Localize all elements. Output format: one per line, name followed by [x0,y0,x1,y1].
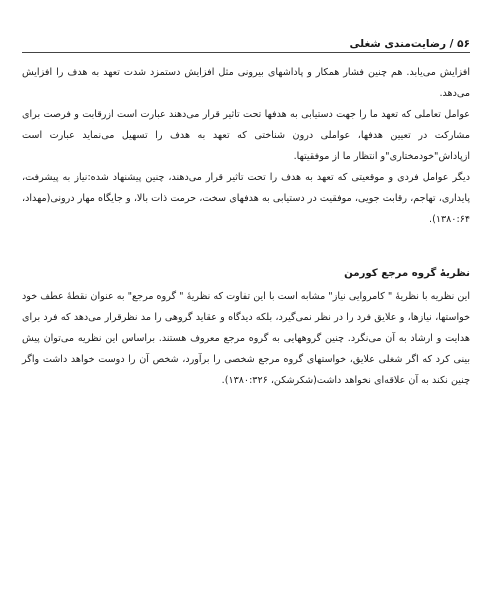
page-content [22,62,470,391]
paragraph-3: دیگر عوامل فردی و موقعیتی که تعهد به هدف را تحت تاثیر قرار می‌دهند، چنین پیشنهاد شده:نیاز به پیشرفت، پایداری، تهاجم، رقابت جویی، موفقیت در دستیابی به هدفهای سخت، حرمت ذات بالا، و جایگاه مهار درونی(مهداد، ۱۳۸۰:۶۴). [22,172,470,225]
section-body: این نظریه با نظریهٔ " کامروایی نیاز" مشابه است با این تفاوت که نظریهٔ " گروه مرجع" به عنوان نقطهٔ عطف خود خواستها، نیازها، و علایق فرد را در نظر نمی‌گیرد، بلکه دیدگاه و عقاید گروهی را مد نظرقرار می‌دهد که فرد برای هدایت و ارشاد به آن می‌نگرد. چنین گروههایی به گروه مرجع معروف هستند. براساس این نظریه می‌توان پیش بینی کرد که اگر شغلی علایق، خواستهای گروه مرجع شخصی را برآورد، شخص آن را دوست خواهد داشت واگر چنین نکند به آن علاقه‌ای نخواهد داشت(شکرشکن، ۱۳۸۰:۳۲۶). [22,291,470,386]
paragraph-1: افزایش می‌یابد. هم چنین فشار همکار و پاداشهای بیرونی مثل افزایش دستمزد شدت تعهد به هدف را افزایش می‌دهد. [22,67,470,99]
paragraph-2: عوامل تعاملی که تعهد ما را جهت دستیابی به هدفها تحت تاثیر قرار می‌دهند عبارت است ازرقابت و فرصت برای مشارکت در تعیین هدفها، عواملی درون شناختی که تعهد به هدف را تسهیل می‌نماید عبارت است ازپاداش"خودمختاری"و انتظار ما از موفقیتها. [22,109,470,162]
section-title: نظریهٔ گروه مرجع کورمن [344,268,470,279]
page-header: ۵۶ / رضایت‌مندی شغلی [22,38,470,53]
